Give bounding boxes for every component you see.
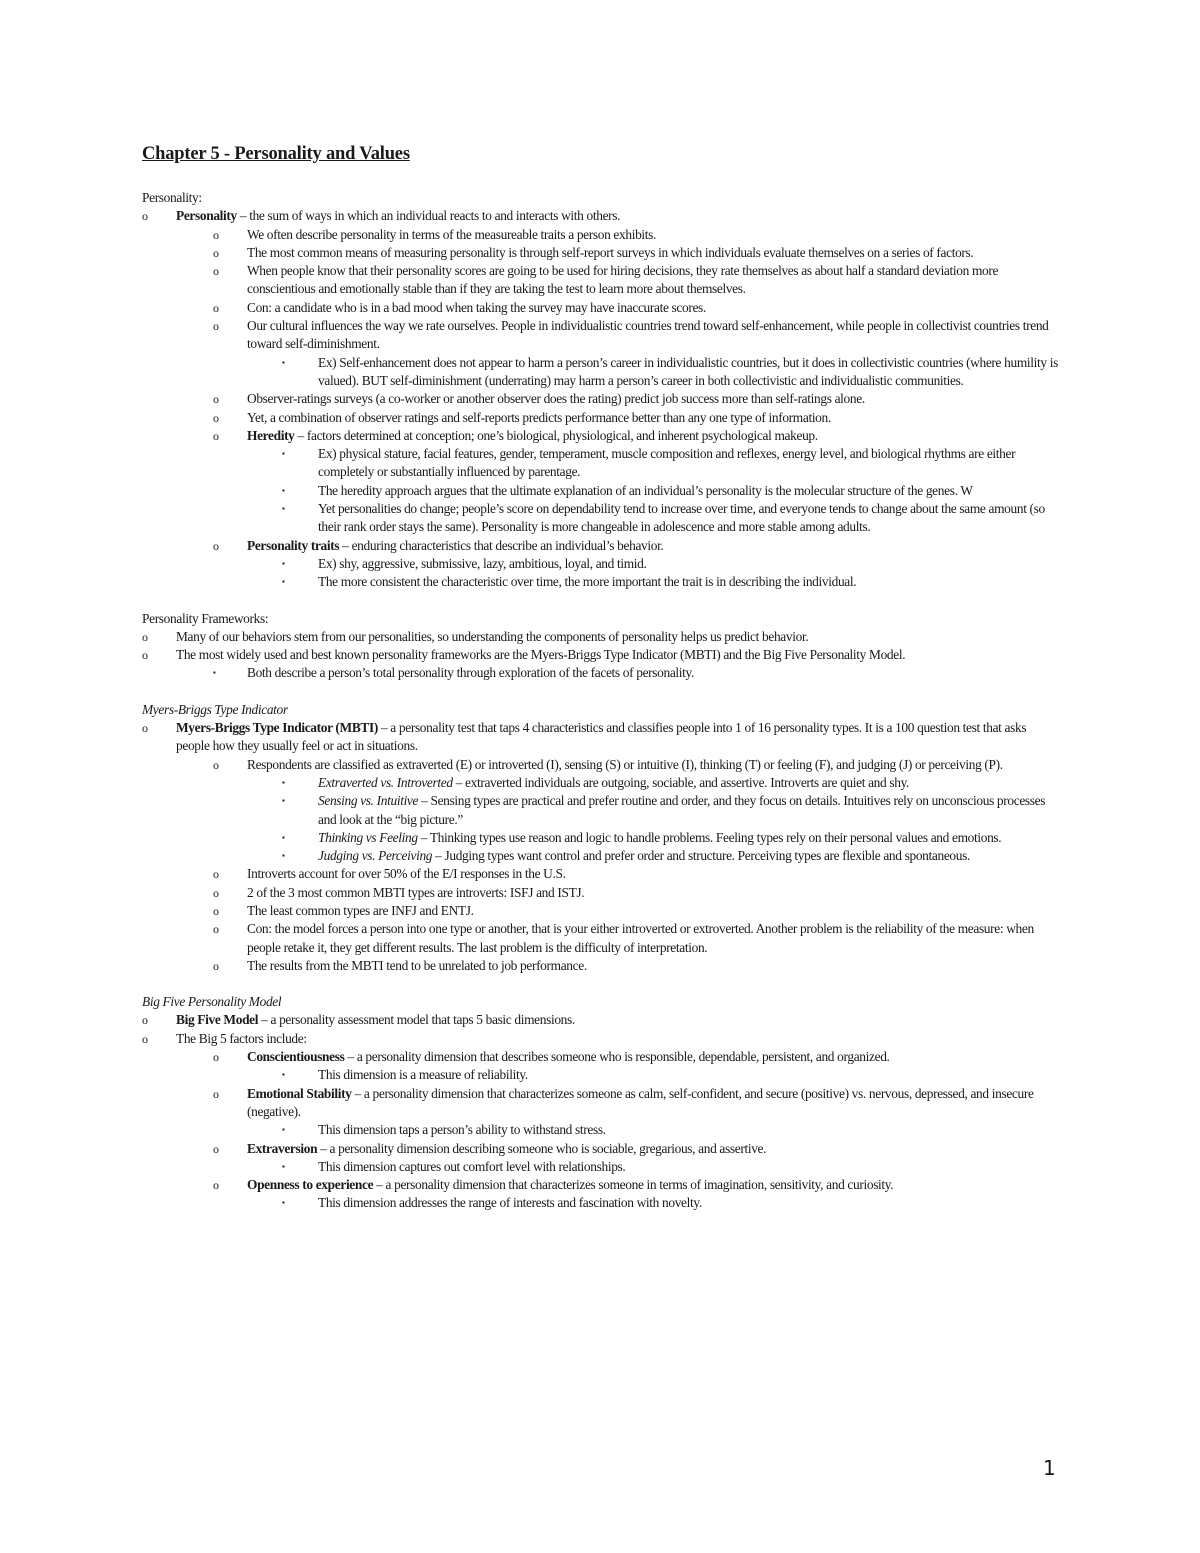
item-text: – a personality dimension describing someone who is sociable, gregarious, and assertive. (317, 1140, 767, 1156)
outline-item-level-3 (142, 573, 1062, 591)
item-text: The results from the MBTI tend to be unrelated to job performance. (247, 957, 587, 973)
item-text: Ex) Self-enhancement does not appear to harm a person’s career in individualistic countries, but it does in collectivistic countries (where humility is valued). BUT self-diminishment (underrating) may harm a person’s career in both collectivistic and individualistic communities. (318, 354, 1058, 388)
key-term: Heredity (247, 427, 295, 443)
circle-bullet-icon: o (213, 1050, 219, 1065)
item-text: This dimension captures out comfort level with relationships. (318, 1158, 626, 1174)
outline-item-level-2 (142, 226, 1062, 244)
key-term: Personality traits (247, 537, 340, 553)
item-text: 2 of the 3 most common MBTI types are introverts: ISFJ and ISTJ. (247, 884, 585, 900)
circle-bullet-icon: o (213, 428, 219, 443)
item-text: The most common means of measuring personality is through self-report surveys in which individuals evaluate themselves on a series of factors. (247, 244, 974, 260)
item-text: We often describe personality in terms of the measureable traits a person exhibits. (247, 226, 657, 242)
key-term: Extraversion (247, 1140, 318, 1156)
outline-item-level-2 (142, 664, 1062, 682)
outline-item-level-2 (142, 317, 1062, 354)
outline-item-level-3 (142, 500, 1062, 537)
item-text: – Judging types want control and prefer order and structure. Perceiving types are flexible and spontaneous. (432, 848, 970, 864)
item-text: Observer-ratings surveys (a co-worker or another observer does the rating) predict job success more than self-ratings alone. (247, 391, 865, 407)
outline-item-level-2 (142, 756, 1062, 774)
item-text: – a personality test that taps 4 characteristics and classifies people into 1 of 16 personality types. It is a 100 question test that asks people how they usually feel or act in situations. (176, 720, 1027, 754)
outline-item-level-2 (142, 427, 1062, 445)
item-text: The least common types are INFJ and ENTJ. (247, 902, 474, 918)
outline-item-level-3 (142, 774, 1062, 792)
circle-bullet-icon: o (213, 757, 219, 772)
circle-bullet-icon: o (213, 1178, 219, 1193)
page-number: 1 (1043, 1456, 1056, 1480)
section-heading: Personality: (142, 190, 202, 205)
outline-item-level-2 (142, 957, 1062, 975)
circle-bullet-icon: o (213, 885, 219, 900)
outline-item-level-2 (142, 1085, 1062, 1122)
section-gap (142, 683, 1062, 701)
circle-bullet-icon: o (142, 629, 148, 644)
key-term: Big Five Model (176, 1012, 259, 1028)
square-bullet-icon: ▪ (282, 796, 285, 806)
outline-item-level-3 (142, 792, 1062, 829)
outline-item-level-2 (142, 409, 1062, 427)
item-text: – enduring characteristics that describe an individual’s behavior. (339, 537, 664, 553)
outline-item-level-2 (142, 1048, 1062, 1066)
square-bullet-icon: ▪ (282, 832, 285, 842)
outline-item-level-2 (142, 262, 1062, 299)
item-text: – Sensing types are practical and prefer routine and order, and they focus on details. Intuitives rely on unconscious processes and look at the “big picture.” (318, 793, 1046, 827)
item-text: Respondents are classified as extraverted (E) or introverted (I), sensing (S) or intuitive (I), thinking (T) or feeling (F), and judging (J) or perceiving (P). (247, 756, 1003, 772)
circle-bullet-icon: o (213, 264, 219, 279)
item-text: Both describe a person’s total personality through exploration of the facets of personality. (247, 665, 695, 681)
square-bullet-icon: ▪ (282, 449, 285, 459)
outline-item-level-3 (142, 1158, 1062, 1176)
item-text: This dimension addresses the range of interests and fascination with novelty. (318, 1195, 702, 1211)
item-text: The more consistent the characteristic over time, the more important the trait is in describing the individual. (318, 574, 857, 590)
outline-item-level-2 (142, 1176, 1062, 1194)
circle-bullet-icon: o (213, 867, 219, 882)
item-text: – a personality dimension that characterizes someone as calm, self-confident, and secure (positive) vs. nervous, depressed, and insecure (negative). (247, 1085, 1034, 1119)
key-term: Emotional Stability (247, 1085, 352, 1101)
item-text: – Thinking types use reason and logic to handle problems. Feeling types rely on their personal values and emotions. (417, 829, 1002, 845)
outline-item-level-3 (142, 847, 1062, 865)
circle-bullet-icon: o (213, 227, 219, 242)
circle-bullet-icon: o (213, 319, 219, 334)
item-text: Con: a candidate who is in a bad mood when taking the survey may have inaccurate scores. (247, 299, 706, 315)
square-bullet-icon: ▪ (282, 504, 285, 514)
circle-bullet-icon: o (213, 1086, 219, 1101)
square-bullet-icon: ▪ (282, 1198, 285, 1208)
outline-item-level-1 (142, 1030, 1062, 1048)
outline-item-level-2 (142, 902, 1062, 920)
item-text: Our cultural influences the way we rate ourselves. People in individualistic countries trend toward self-enhancement, while people in collectivist countries trend toward self-diminishment. (247, 318, 1049, 352)
italic-term: Thinking vs Feeling (318, 829, 418, 845)
item-text: Ex) physical stature, facial features, gender, temperament, muscle composition and reflexes, energy level, and biological rhythms are either completely or substantially influenced by parentage. (318, 446, 1016, 480)
outline-item-level-2 (142, 865, 1062, 883)
circle-bullet-icon: o (213, 245, 219, 260)
outline-item-level-2 (142, 537, 1062, 555)
key-term: Myers-Briggs Type Indicator (MBTI) (176, 720, 378, 736)
italic-term: Extraverted vs. Introverted (318, 774, 453, 790)
outline-item-level-2 (142, 299, 1062, 317)
outline-item-level-2 (142, 884, 1062, 902)
outline-item-level-2 (142, 390, 1062, 408)
key-term: Personality (176, 208, 237, 224)
square-bullet-icon: ▪ (282, 558, 285, 568)
square-bullet-icon: ▪ (282, 357, 285, 367)
circle-bullet-icon: o (213, 410, 219, 425)
chapter-title: Chapter 5 - Personality and Values (142, 144, 410, 164)
outline-item-level-1 (142, 628, 1062, 646)
circle-bullet-icon: o (142, 721, 148, 736)
square-bullet-icon: ▪ (213, 668, 216, 678)
item-text: – a personality dimension that characterizes someone in terms of imagination, sensitivity, and curiosity. (373, 1177, 894, 1193)
outline-item-level-2 (142, 244, 1062, 262)
outline-item-level-3 (142, 1194, 1062, 1212)
item-text: – a personality assessment model that taps 5 basic dimensions. (258, 1012, 575, 1028)
outline-item-level-3 (142, 1066, 1062, 1084)
item-text: – factors determined at conception; one’s biological, physiological, and inherent psychological makeup. (294, 427, 818, 443)
square-bullet-icon: ▪ (282, 1070, 285, 1080)
item-text: When people know that their personality scores are going to be used for hiring decisions, they rate themselves as about half a standard deviation more conscientious and emotionally stable than if they are taking the test to learn more about themselves. (247, 263, 999, 297)
circle-bullet-icon: o (142, 209, 148, 224)
circle-bullet-icon: o (142, 1013, 148, 1028)
outline-item-level-1 (142, 719, 1062, 756)
square-bullet-icon: ▪ (282, 485, 285, 495)
item-text: Many of our behaviors stem from our personalities, so understanding the components of personality helps us predict behavior. (176, 628, 809, 644)
square-bullet-icon: ▪ (282, 851, 285, 861)
item-text: The heredity approach argues that the ultimate explanation of an individual’s personality is the molecular structure of the genes. W (318, 482, 973, 498)
item-text: Ex) shy, aggressive, submissive, lazy, ambitious, loyal, and timid. (318, 555, 647, 571)
square-bullet-icon: ▪ (282, 777, 285, 787)
section-heading: Big Five Personality Model (142, 994, 282, 1010)
outline-item-level-3 (142, 829, 1062, 847)
item-text: Yet, a combination of observer ratings and self-reports predicts performance better than any one type of information. (247, 409, 831, 425)
circle-bullet-icon: o (213, 300, 219, 315)
square-bullet-icon: ▪ (282, 1125, 285, 1135)
item-text: – extraverted individuals are outgoing, sociable, and assertive. Introverts are quiet and shy. (452, 774, 910, 790)
outline-item-level-1 (142, 207, 1062, 225)
circle-bullet-icon: o (213, 922, 219, 937)
section-heading: Personality Frameworks: (142, 610, 269, 626)
circle-bullet-icon: o (213, 903, 219, 918)
key-term: Conscientiousness (247, 1049, 345, 1065)
item-text: The most widely used and best known personality frameworks are the Myers-Briggs Type Indicator (MBTI) and the Big Five Personality Model. (176, 647, 906, 663)
outline-item-level-3 (142, 555, 1062, 573)
outline-item-level-1 (142, 1011, 1062, 1029)
key-term: Openness to experience (247, 1177, 374, 1193)
circle-bullet-icon: o (213, 538, 219, 553)
outline-item-level-3 (142, 1121, 1062, 1139)
item-text: This dimension taps a person’s ability to withstand stress. (318, 1122, 606, 1138)
section-gap (142, 592, 1062, 610)
italic-term: Sensing vs. Intuitive (318, 793, 419, 809)
item-text: – the sum of ways in which an individual reacts to and interacts with others. (236, 208, 621, 224)
page-content (142, 143, 1062, 1213)
item-text: This dimension is a measure of reliability. (318, 1067, 528, 1083)
circle-bullet-icon: o (213, 958, 219, 973)
item-text: Introverts account for over 50% of the E/I responses in the U.S. (247, 866, 566, 882)
section-gap (142, 975, 1062, 993)
section-heading: Myers-Briggs Type Indicator (142, 701, 288, 717)
outline-item-level-2 (142, 920, 1062, 957)
circle-bullet-icon: o (213, 1141, 219, 1156)
item-text: – a personality dimension that describes someone who is responsible, dependable, persistent, and organized. (344, 1049, 890, 1065)
outline-item-level-2 (142, 1140, 1062, 1158)
item-text: Con: the model forces a person into one type or another, that is your either introverted or extroverted. Another problem is the reliability of the measure: when people retake it, they get different results. The last problem is the difficulty of interpretation. (247, 921, 1034, 955)
outline-item-level-1 (142, 646, 1062, 664)
item-text: The Big 5 factors include: (176, 1030, 307, 1046)
outline-item-level-3 (142, 482, 1062, 500)
outline-item-level-3 (142, 445, 1062, 482)
circle-bullet-icon: o (213, 392, 219, 407)
circle-bullet-icon: o (142, 1031, 148, 1046)
square-bullet-icon: ▪ (282, 1161, 285, 1171)
square-bullet-icon: ▪ (282, 577, 285, 587)
outline-item-level-3 (142, 354, 1062, 391)
circle-bullet-icon: o (142, 648, 148, 663)
item-text: Yet personalities do change; people’s score on dependability tend to increase over time, and everyone tends to change about the same amount (so their rank order stays the same). Personality is more changeable in adolescence and more stable among adults. (318, 501, 1045, 535)
notes-body (142, 189, 1062, 1213)
italic-term: Judging vs. Perceiving (318, 848, 433, 864)
